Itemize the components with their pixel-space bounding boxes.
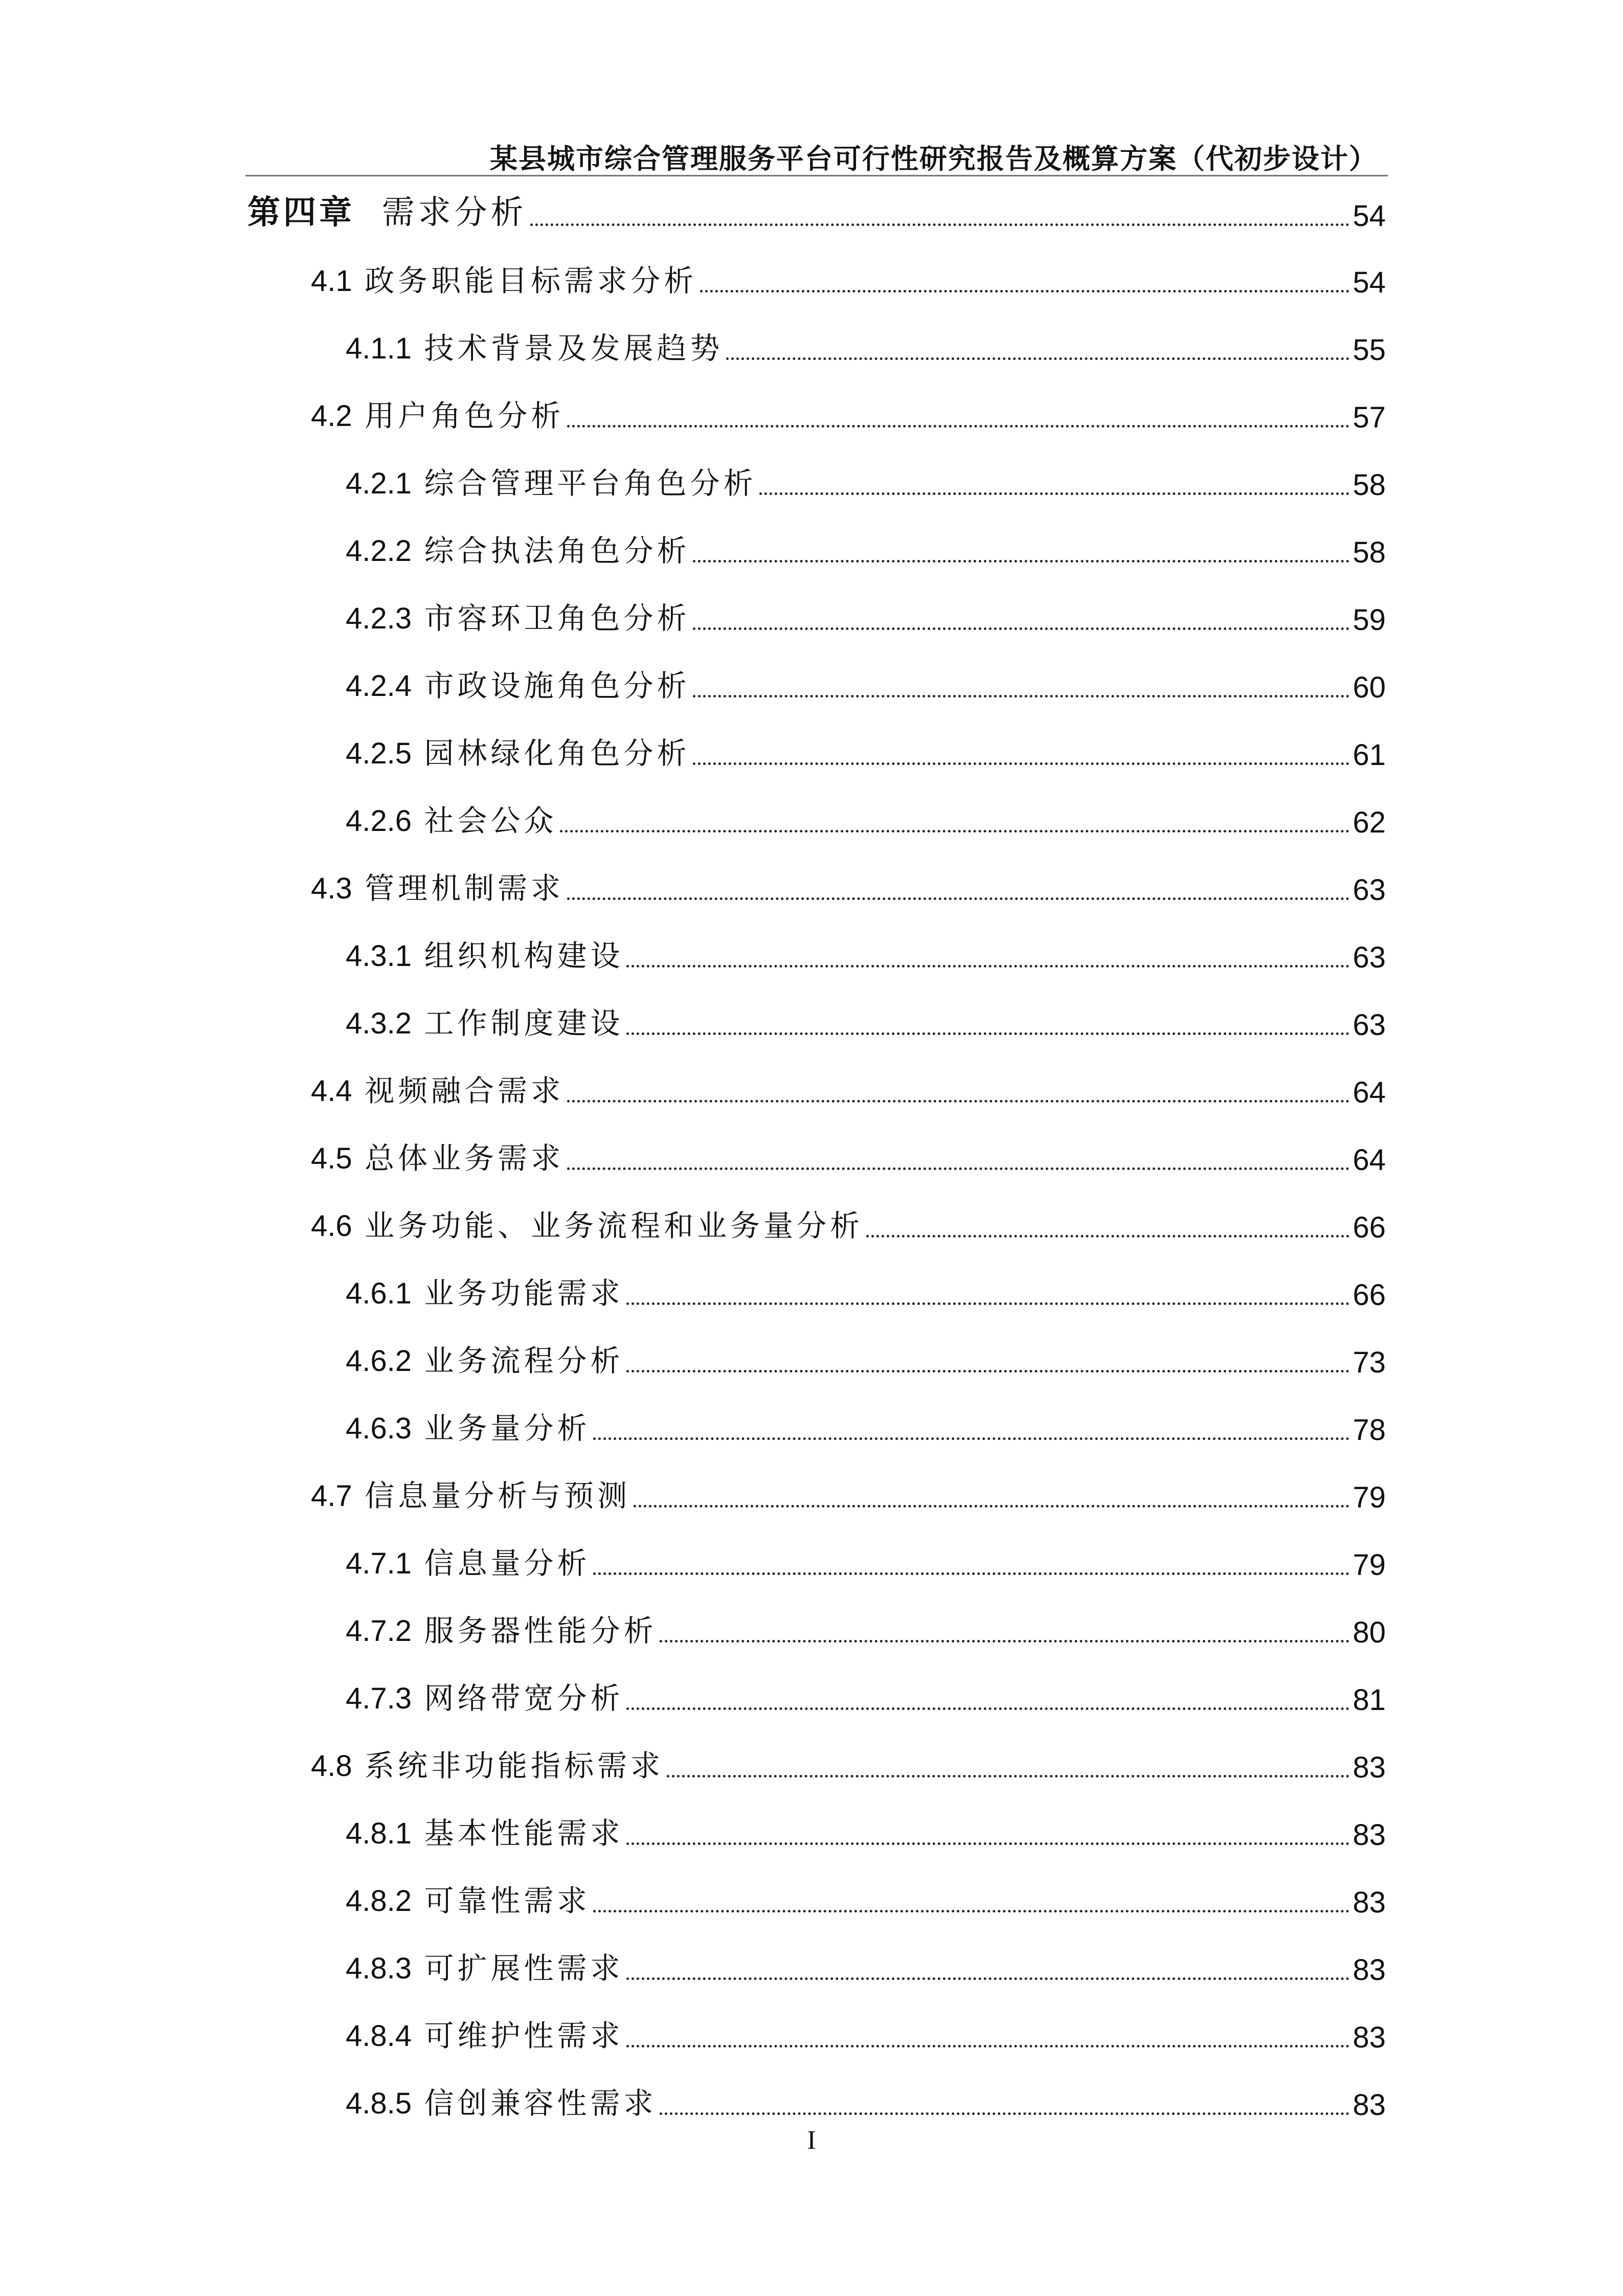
toc-entry-page: 83 [1352,1953,1386,1987]
toc-leader-dots [634,1505,1349,1507]
toc-entry[interactable] [346,2006,1386,2055]
toc-entry-number: 4.7.1 [346,1547,412,1580]
toc-entry-title: 业务量分析 [424,1411,591,1446]
toc-leader-dots [593,1572,1349,1575]
toc-leader-dots [560,830,1349,832]
toc-entry-label [311,864,564,907]
toc-entry[interactable] [346,318,1386,367]
toc-entry-label [346,1404,590,1447]
toc-entry-label [311,1742,664,1785]
toc-leader-dots [700,290,1349,292]
toc-entry-number: 4.3 [311,872,352,905]
page-number: I [807,2126,816,2155]
toc-leader-dots [660,1640,1349,1642]
toc-entry-page: 80 [1352,1616,1386,1649]
toc-entry-page: 58 [1352,536,1386,569]
toc-leader-dots [626,1032,1349,1035]
toc-entry-label [346,459,756,502]
toc-entry-number: 4.2.3 [346,602,412,635]
toc-leader-dots [626,1302,1349,1305]
toc-entry-title: 社会公众 [424,803,557,838]
toc-leader-dots [593,1910,1349,1912]
toc-entry-title: 工作制度建设 [424,1006,624,1041]
toc-entry-title: 综合管理平台角色分析 [424,466,757,501]
toc-entry-title: 网络带宽分析 [424,1681,624,1716]
toc-entry-title: 信息量分析与预测 [365,1478,631,1513]
toc-entry[interactable] [346,588,1386,637]
toc-entry-title: 可靠性需求 [424,1883,591,1918]
toc-entry[interactable] [346,1263,1386,1312]
toc-entry-number: 4.8.5 [346,2087,412,2120]
toc-leader-dots [567,1100,1349,1102]
toc-entry-label [311,1472,630,1515]
toc-entry-label [247,186,527,233]
toc-entry-number: 4.7.2 [346,1614,412,1648]
toc-entry-page: 83 [1352,1818,1386,1852]
toc-entry-title: 业务流程分析 [424,1343,624,1378]
toc-leader-dots [567,897,1349,900]
toc-entry-title: 系统非功能指标需求 [365,1748,664,1783]
toc-entry-number: 4.1 [311,264,352,298]
toc-entry-label [346,999,623,1042]
toc-entry-label [346,324,723,367]
toc-entry-number: 4.1.1 [346,332,412,365]
toc-entry[interactable] [346,1398,1386,1447]
toc-entry-title: 市容环卫角色分析 [424,601,690,636]
toc-entry-label [346,729,690,772]
toc-entry-page: 81 [1352,1683,1386,1717]
toc-entry-title: 总体业务需求 [365,1141,565,1176]
toc-leader-dots [726,357,1349,360]
toc-entry-number: 4.7.3 [346,1682,412,1715]
toc-entry[interactable] [346,1601,1386,1650]
toc-entry-label [346,1337,623,1380]
toc-entry-page: 64 [1352,1143,1386,1177]
toc-entry-title: 综合执法角色分析 [424,533,690,568]
toc-leader-dots [626,1977,1349,1980]
toc-entry-title: 信创兼容性需求 [424,2086,657,2121]
toc-entry[interactable] [346,656,1386,705]
toc-entry-title: 业务功能、业务流程和业务量分析 [365,1208,864,1243]
toc-entry[interactable] [311,386,1386,435]
toc-entry-page: 83 [1352,1751,1386,1784]
toc-entry-title: 视频融合需求 [365,1073,565,1108]
toc-entry-page: 83 [1352,2021,1386,2054]
toc-entry-label [346,1674,623,1717]
toc-entry[interactable] [346,1533,1386,1582]
toc-entry-title: 组织机构建设 [424,938,624,973]
toc-entry-page: 73 [1352,1346,1386,1379]
toc-leader-dots [693,560,1349,562]
toc-entry[interactable] [346,453,1386,502]
toc-entry-label [346,594,690,637]
toc-entry-number: 4.2 [311,399,352,433]
toc-leader-dots [693,695,1349,697]
toc-entry-page: 66 [1352,1211,1386,1244]
toc-entry-label [311,257,697,300]
toc-entry[interactable] [311,1061,1386,1110]
toc-entry-number: 4.8 [311,1749,352,1783]
toc-entry-number: 4.7 [311,1479,352,1513]
toc-entry[interactable] [346,1803,1386,1852]
toc-entry[interactable] [346,926,1386,975]
toc-entry-title: 信息量分析 [424,1546,591,1581]
toc-entry-number: 4.2.1 [346,467,412,500]
toc-leader-dots [759,492,1349,495]
toc-entry-number: 4.8.4 [346,2019,412,2053]
toc-entry-page: 55 [1352,333,1386,367]
toc-entry-title: 基本性能需求 [424,1816,624,1851]
toc-entry-label [346,797,557,840]
toc-entry-title: 服务器性能分析 [424,1613,657,1648]
toc-entry[interactable] [311,1736,1386,1785]
toc-entry-number: 第四章 [247,194,355,232]
toc-entry[interactable] [311,1196,1386,1245]
toc-entry-number: 4.6.2 [346,1344,412,1378]
toc-entry-number: 4.2.6 [346,804,412,838]
toc-leader-dots [626,2045,1349,2047]
toc-entry-number: 4.2.4 [346,669,412,703]
toc-entry-page: 60 [1352,671,1386,704]
toc-entry-label [346,1944,623,1987]
toc-entry-label [311,1134,564,1177]
toc-entry-label [346,1877,590,1920]
toc-entry[interactable] [346,1668,1386,1717]
toc-leader-dots [567,1167,1349,1170]
toc-entry-page: 83 [1352,2088,1386,2122]
toc-entry-page: 54 [1352,199,1386,233]
toc-entry[interactable] [346,2073,1386,2122]
toc-entry-label [311,1067,564,1110]
toc-entry-label [346,1269,623,1312]
toc-leader-dots [626,1842,1349,1845]
toc-entry[interactable] [247,184,1386,233]
toc-leader-dots [693,627,1349,630]
toc-entry-title: 可扩展性需求 [424,1951,624,1986]
toc-leader-dots [626,1707,1349,1710]
toc-entry-title: 可维护性需求 [424,2018,624,2053]
toc-leader-dots [626,1370,1349,1372]
toc-entry-label [346,1809,623,1852]
toc-leader-dots [866,1235,1349,1237]
toc-entry-label [346,2079,657,2122]
toc-entry-title: 技术背景及发展趋势 [424,331,724,366]
toc-entry[interactable] [346,1331,1386,1380]
toc-entry-page: 78 [1352,1413,1386,1447]
toc-entry[interactable] [346,791,1386,840]
toc-leader-dots [693,762,1349,765]
toc-entry-page: 79 [1352,1548,1386,1582]
toc-entry-page: 57 [1352,401,1386,434]
toc-entry-page: 61 [1352,738,1386,772]
toc-entry-number: 4.6.1 [346,1277,412,1310]
header-title: 某县城市综合管理服务平台可行性研究报告及概算方案（代初步设计） [490,142,1378,175]
toc-entry-title: 政务职能目标需求分析 [365,263,697,298]
toc-entry-label [346,1539,590,1582]
toc-entry-number: 4.6 [311,1209,352,1243]
toc-entry-label [346,1607,657,1650]
toc-entry-page: 54 [1352,266,1386,299]
toc-entry[interactable] [346,1871,1386,1920]
toc-entry-label [346,662,690,705]
toc-entry[interactable] [346,993,1386,1042]
toc-entry[interactable] [311,858,1386,907]
toc-leader-dots [567,425,1349,427]
toc-entry-number: 4.4 [311,1074,352,1108]
toc-entry-page: 64 [1352,1076,1386,1109]
toc-entry-number: 4.3.1 [346,939,412,973]
toc-entry[interactable] [311,1128,1386,1177]
toc-entry-page: 62 [1352,806,1386,839]
toc-entry-title: 市政设施角色分析 [424,668,690,703]
toc-entry[interactable] [311,1466,1386,1515]
toc-leader-dots [667,1775,1349,1777]
toc-leader-dots [626,965,1349,967]
toc-entry-page: 59 [1352,603,1386,637]
toc-leader-dots [530,223,1350,226]
toc-entry-number: 4.5 [311,1142,352,1175]
toc-entry-number: 4.6.3 [346,1412,412,1445]
toc-entry-label [346,2012,623,2055]
toc-entry-page: 63 [1352,1008,1386,1042]
toc-entry-number: 4.8.3 [346,1952,412,1985]
toc-entry-title: 业务功能需求 [424,1276,624,1311]
toc-entry-title: 园林绿化角色分析 [424,736,690,771]
toc-leader-dots [660,2112,1349,2115]
toc-entry[interactable] [311,251,1386,300]
toc-entry-title: 用户角色分析 [365,398,565,433]
toc-entry-title: 管理机制需求 [365,871,565,906]
toc-entry-page: 58 [1352,468,1386,502]
toc-entry[interactable] [346,723,1386,772]
toc-leader-dots [593,1437,1349,1440]
toc-entry-title: 需求分析 [381,194,527,232]
toc-entry-number: 4.2.5 [346,737,412,770]
toc-entry-page: 83 [1352,1886,1386,1919]
toc-entry-number: 4.2.2 [346,534,412,568]
toc-entry[interactable] [346,1938,1386,1987]
toc-entry-number: 4.8.2 [346,1884,412,1918]
toc-entry-number: 4.8.1 [346,1817,412,1850]
toc-entry-page: 66 [1352,1278,1386,1312]
toc-entry-label [346,527,690,570]
toc-entry-label [346,932,623,975]
toc-entry-number: 4.3.2 [346,1007,412,1040]
toc-entry-label [311,392,564,435]
toc-entry-page: 63 [1352,941,1386,974]
toc-entry-label [311,1202,863,1245]
toc-entry-page: 63 [1352,873,1386,907]
toc-entry[interactable] [346,521,1386,570]
toc-entry-page: 79 [1352,1481,1386,1514]
